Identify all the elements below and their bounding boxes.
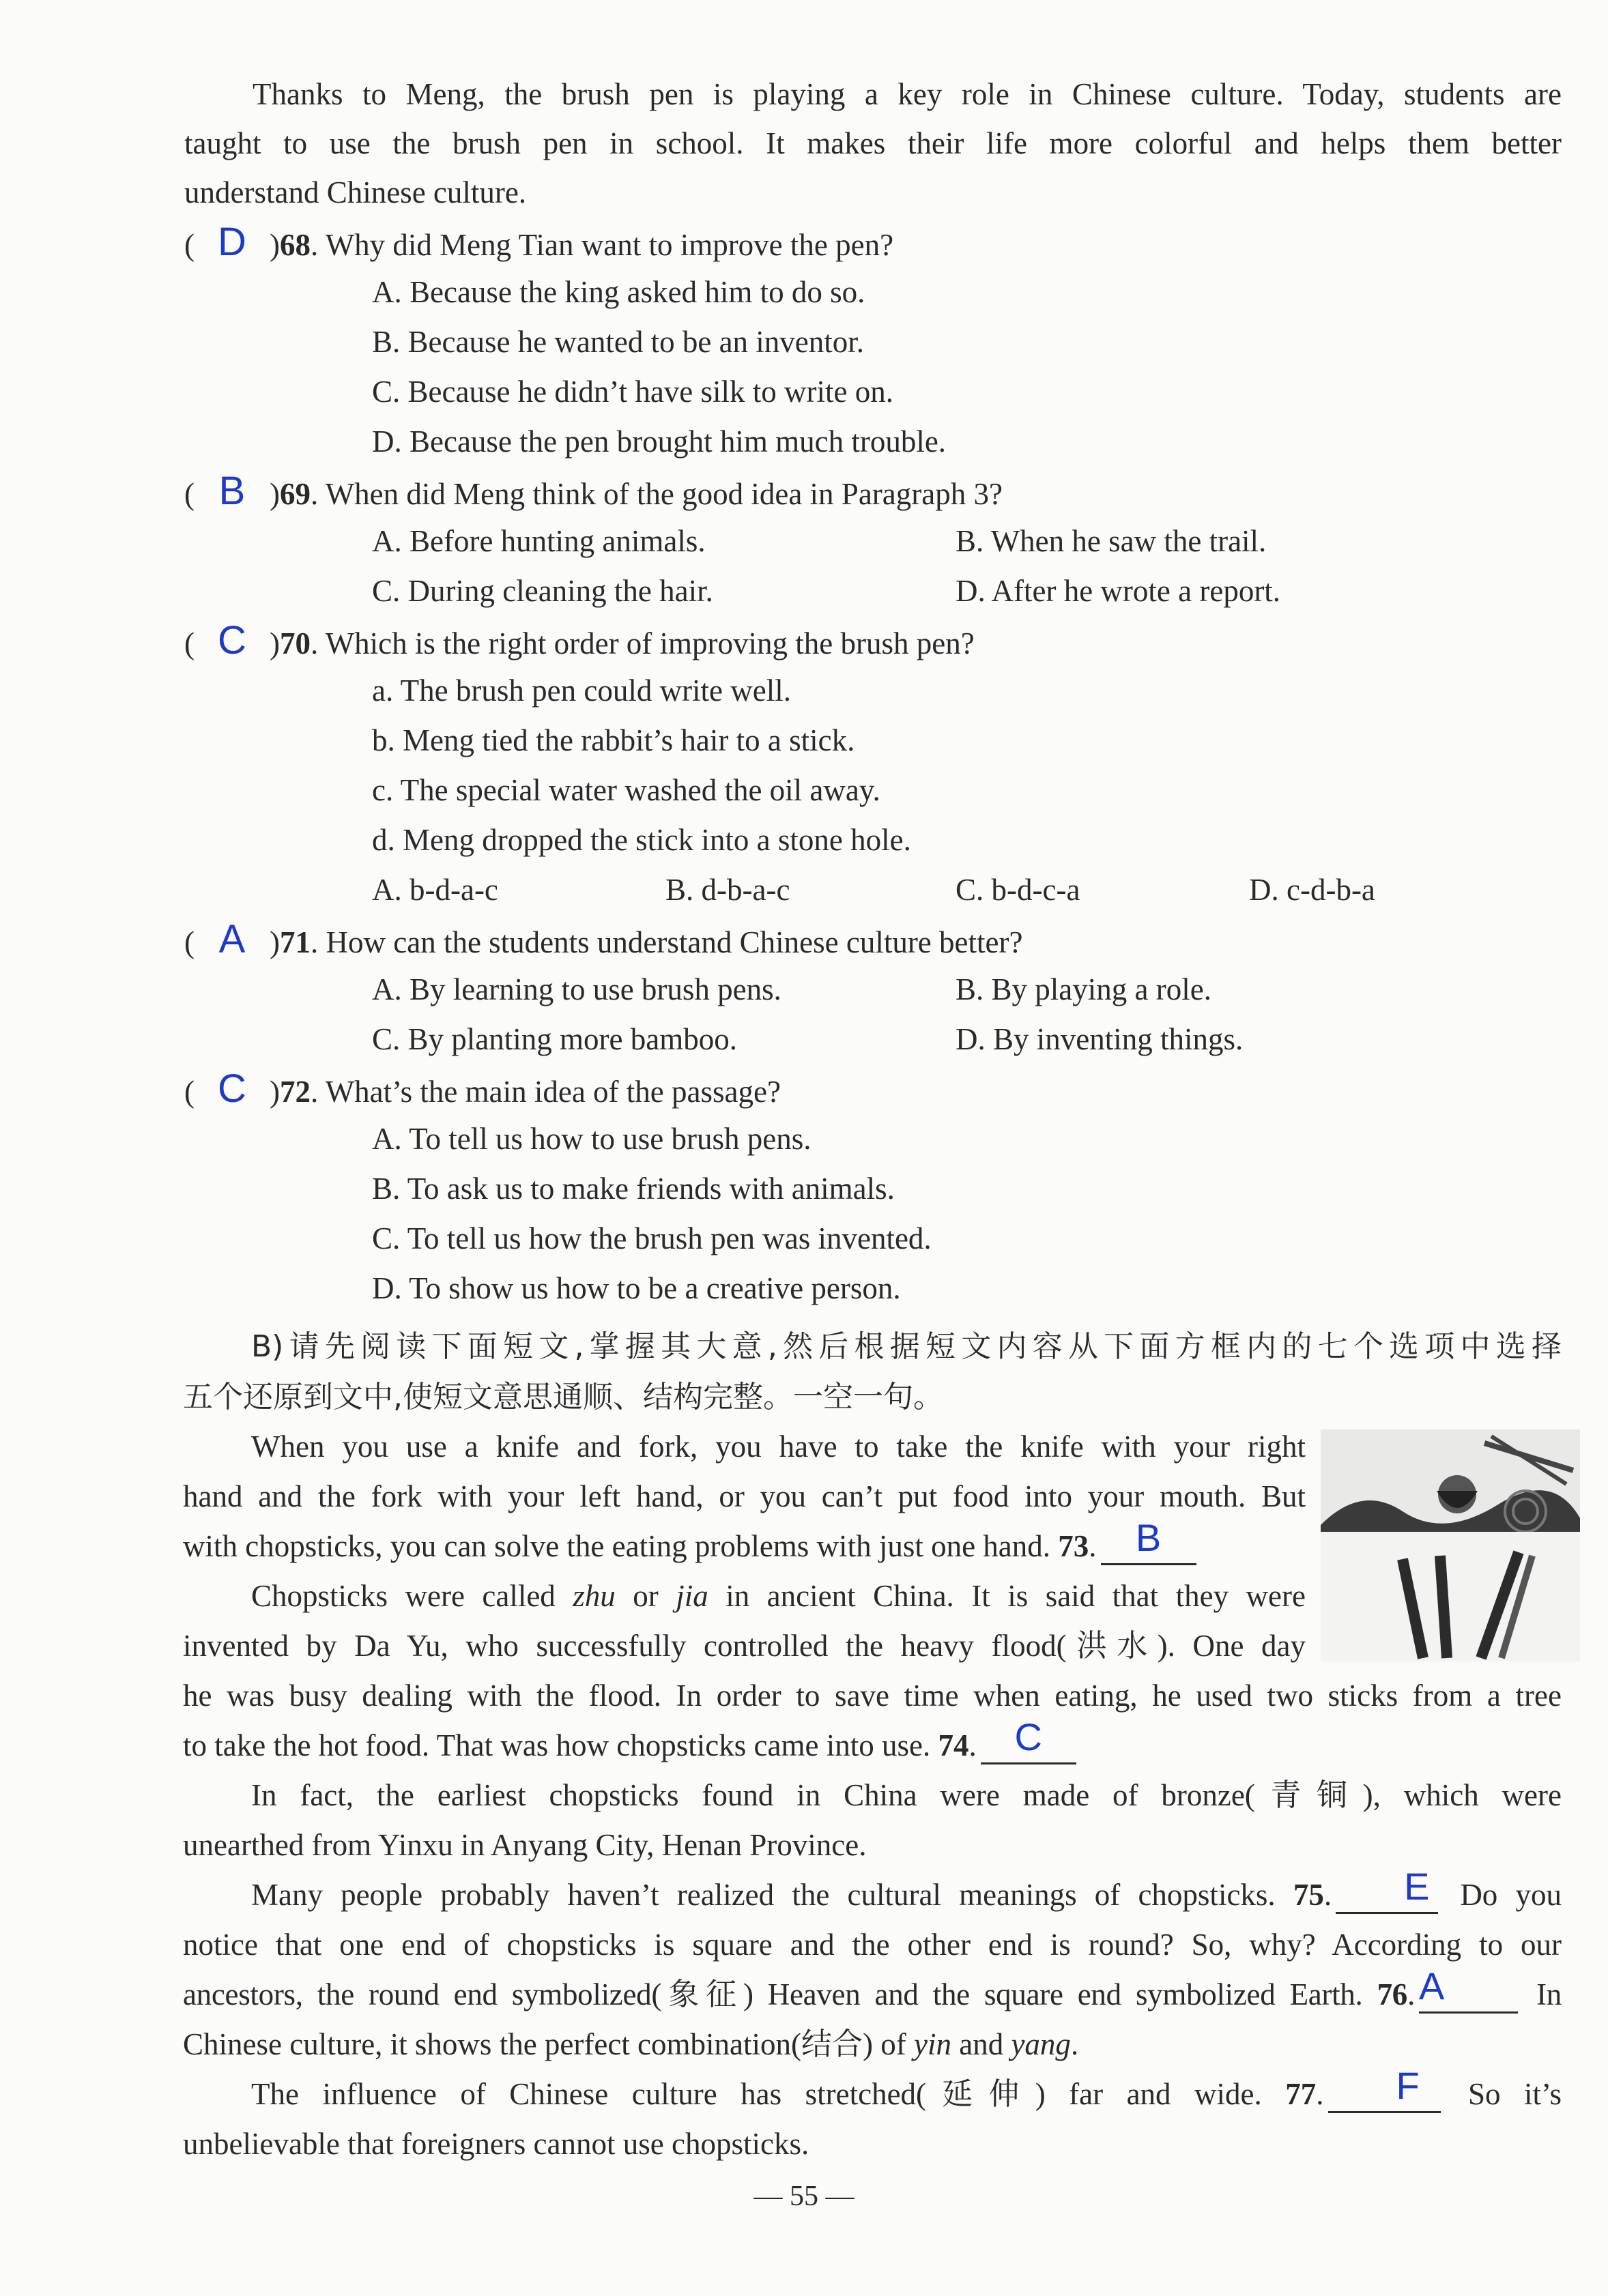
passage-line: notice that one end of chopsticks is square and the other end is round? So, why? According to our — [183, 1928, 1562, 1962]
option: B. When he saw the trail. — [956, 524, 1267, 558]
answer-69[interactable]: B — [218, 469, 246, 513]
passage-line: he was busy dealing with the flood. In order to save time when eating, he used two sticks from a tree — [183, 1679, 1562, 1713]
passage-line: unearthed from Yinxu in Anyang City, Henan Province. — [183, 1828, 867, 1862]
passage-line: to take the hot food. That was how chopsticks came into use. 74. C — [183, 1725, 1080, 1766]
answer-77: F — [1396, 2064, 1420, 2107]
passage-line: ancestors, the round end symbolized(象征) Heaven and the square end symbolized Earth. 76. A In — [183, 1974, 1562, 2015]
option: D. After he wrote a report. — [956, 574, 1281, 608]
option: B. By playing a role. — [956, 972, 1211, 1006]
passage-line: In fact, the earliest chopsticks found in China were made of bronze(青铜), which were — [251, 1778, 1562, 1812]
blank-76[interactable] — [1418, 1964, 1518, 2014]
option: B. To ask us to make friends with animals. — [372, 1172, 895, 1206]
question-71: ( A )71. How can the students understand Chinese culture better? — [184, 917, 1023, 961]
blank-77[interactable] — [1328, 2064, 1441, 2113]
option: C. During cleaning the hair. — [372, 574, 713, 608]
sub-item: a. The brush pen could write well. — [372, 673, 792, 708]
option: B. Because he wanted to be an inventor. — [372, 325, 865, 359]
option: A. To tell us how to use brush pens. — [372, 1122, 812, 1156]
paragraph-line: taught to use the brush pen in school. It makes their life more colorful and helps them better — [184, 126, 1562, 160]
answer-75: E — [1404, 1865, 1430, 1908]
answer-72[interactable]: C — [218, 1066, 246, 1111]
page-number: — 55 — — [753, 2181, 855, 2212]
option: A. Before hunting animals. — [372, 524, 706, 558]
passage-line: unbelievable that foreigners cannot use chopsticks. — [183, 2127, 809, 2161]
answer-76: A — [1418, 1964, 1445, 2007]
sub-item: d. Meng dropped the stick into a stone hole. — [372, 823, 911, 857]
sub-item: b. Meng tied the rabbit’s hair to a stick. — [372, 723, 855, 757]
paragraph-line: understand Chinese culture. — [184, 175, 527, 209]
option: A. Because the king asked him to do so. — [372, 275, 865, 309]
paragraph-line: Thanks to Meng, the brush pen is playing a key role in Chinese culture. Today, students are — [253, 77, 1562, 111]
answer-71[interactable]: A — [218, 917, 246, 961]
option: D. To show us how to be a creative person. — [372, 1271, 901, 1305]
passage-line: Many people probably haven’t realized the cultural meanings of chopsticks. 75. E Do you — [183, 1874, 1562, 1915]
sub-item: c. The special water washed the oil away. — [372, 773, 880, 807]
passage-line: Chinese culture, it shows the perfect combination(结合) of yin and yang. — [183, 2027, 1079, 2061]
answer-68[interactable]: D — [218, 220, 246, 264]
blank-74[interactable] — [981, 1715, 1076, 1764]
passage-line: hand and the fork with your left hand, or you can’t put food into your mouth. But — [183, 1479, 1306, 1513]
answer-70[interactable]: C — [218, 618, 246, 663]
question-72: ( C )72. What’s the main idea of the passage? — [184, 1066, 781, 1111]
answer-73: B — [1135, 1516, 1162, 1559]
option: D. c-d-b-a — [1249, 873, 1375, 907]
option: C. b-d-c-a — [956, 873, 1080, 907]
section-b-instruction: 五个还原到文中,使短文意思通顺、结构完整。一空一句。 — [183, 1380, 943, 1414]
passage-line: The influence of Chinese culture has stretched(延伸) far and wide. 77. F So it’s — [183, 2074, 1562, 2115]
passage-line: Chopsticks were called zhu or jia in ancient China. It is said that they were — [251, 1579, 1306, 1613]
option: C. To tell us how the brush pen was invented. — [372, 1221, 932, 1255]
option: A. By learning to use brush pens. — [372, 972, 781, 1006]
option: C. By planting more bamboo. — [372, 1022, 737, 1056]
answer-74: C — [1014, 1715, 1042, 1758]
blank-73[interactable] — [1101, 1516, 1196, 1565]
option: D. Because the pen brought him much trouble. — [372, 424, 947, 459]
question-70: ( C )70. Which is the right order of improving the brush pen? — [184, 618, 975, 663]
question-69: ( B )69. When did Meng think of the good idea in Paragraph 3? — [184, 469, 1003, 513]
option: B. d-b-a-c — [665, 873, 790, 907]
passage-line: with chopsticks, you can solve the eating problems with just one hand. 73. B — [183, 1526, 1201, 1567]
option: D. By inventing things. — [956, 1022, 1244, 1056]
question-68: ( D )68. Why did Meng Tian want to improve the pen? — [184, 220, 894, 264]
option: C. Because he didn’t have silk to write on. — [372, 375, 894, 409]
passage-line: When you use a knife and fork, you have to take the knife with your right — [251, 1429, 1306, 1464]
passage-line: invented by Da Yu, who successfully controlled the heavy flood(洪水). One day — [183, 1629, 1306, 1663]
chopsticks-illustration-image — [1321, 1429, 1580, 1661]
section-b-instruction: B)请先阅读下面短文,掌握其大意,然后根据短文内容从下面方框内的七个选项中选择 — [251, 1329, 1562, 1364]
blank-75[interactable] — [1336, 1865, 1438, 1914]
option: A. b-d-a-c — [372, 873, 498, 907]
